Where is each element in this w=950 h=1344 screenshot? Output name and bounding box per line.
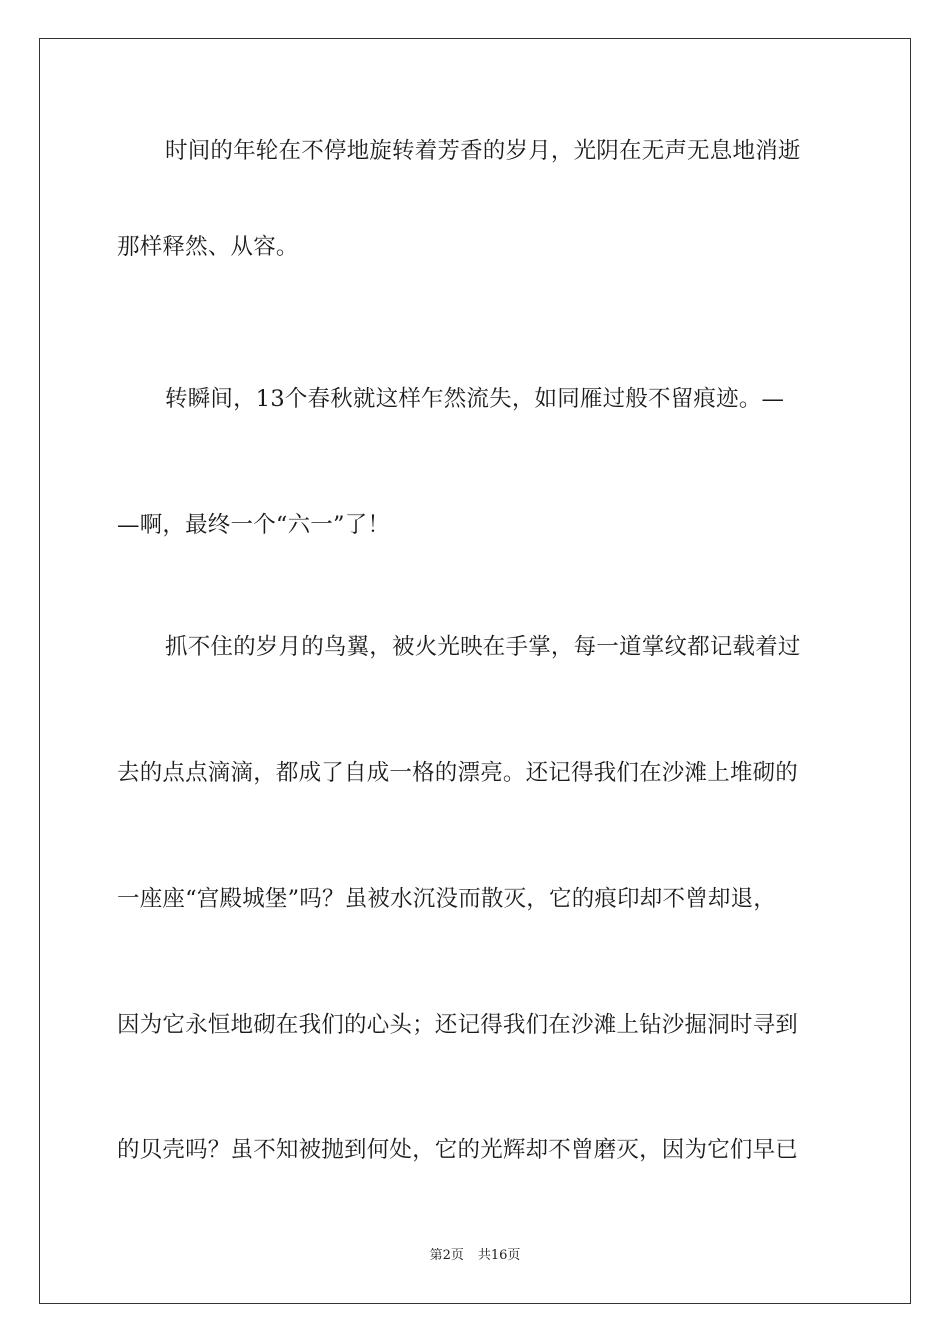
- page-total: 共16页: [477, 1248, 521, 1263]
- page-footer: [0, 1247, 950, 1265]
- paragraph-2-line-1: 转瞬间，13个春秋就这样乍然流失，如同雁过般不留痕迹。—: [165, 386, 785, 412]
- paragraph-2-line-2: —啊，最终一个“六一”了！: [117, 512, 391, 538]
- page-number: 第2页: [429, 1248, 464, 1263]
- paragraph-3-line-3: 一座座“宫殿城堡”吗？虽被水沉没而散灭，它的痕印却不曾却退，: [117, 886, 777, 912]
- page-border: [39, 38, 911, 1304]
- paragraph-3-line-1: 抓不住的岁月的鸟翼，被火光映在手掌，每一道掌纹都记载着过: [165, 634, 801, 660]
- paragraph-3-line-4: 因为它永恒地砌在我们的心头；还记得我们在沙滩上钻沙掘洞时寻到: [117, 1012, 799, 1038]
- paragraph-3-line-2: 去的点点滴滴，都成了自成一格的漂亮。还记得我们在沙滩上堆砌的: [117, 760, 799, 786]
- paragraph-3-line-5: 的贝壳吗？虽不知被抛到何处，它的光辉却不曾磨灭，因为它们早已: [117, 1137, 799, 1163]
- paragraph-1-line-1: 时间的年轮在不停地旋转着芳香的岁月，光阴在无声无息地消逝: [165, 138, 801, 164]
- paragraph-1-line-2: 那样释然、从容。: [117, 234, 299, 260]
